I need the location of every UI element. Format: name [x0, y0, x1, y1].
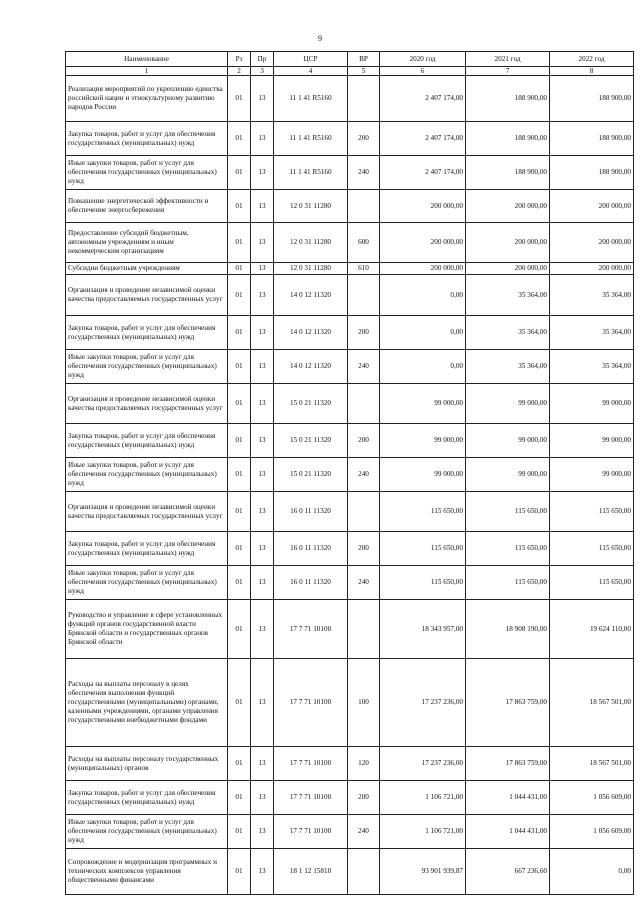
row-pr: 13 — [251, 384, 274, 424]
header-name: Наименование — [66, 52, 228, 67]
row-csr: 12 0 31 11280 — [274, 263, 348, 275]
row-2021: 188 900,00 — [466, 76, 550, 122]
row-csr: 15 0 21 11320 — [274, 458, 348, 492]
row-2020: 1 106 721,00 — [380, 815, 466, 849]
row-vr — [348, 384, 380, 424]
row-csr: 17 7 71 10100 — [274, 600, 348, 659]
row-rz: 01 — [228, 458, 251, 492]
row-csr: 14 0 12 11320 — [274, 350, 348, 384]
column-number: 8 — [550, 67, 634, 76]
row-rz: 01 — [228, 566, 251, 600]
page-number: 9 — [318, 34, 322, 43]
row-2021: 188 900,00 — [466, 122, 550, 156]
row-pr: 13 — [251, 532, 274, 566]
row-2021: 200 000,00 — [466, 190, 550, 223]
table-row — [66, 815, 634, 849]
row-csr: 16 0 11 11320 — [274, 492, 348, 532]
row-rz: 01 — [228, 384, 251, 424]
row-rz: 01 — [228, 263, 251, 275]
row-pr: 13 — [251, 275, 274, 316]
row-pr: 13 — [251, 223, 274, 263]
table-row — [66, 76, 634, 122]
table-row — [66, 458, 634, 492]
row-2021: 35 364,00 — [466, 316, 550, 350]
header-vr: ВР — [348, 52, 380, 67]
budget-table — [65, 51, 634, 895]
row-2022: 18 567 501,00 — [550, 659, 634, 747]
row-vr: 200 — [348, 122, 380, 156]
row-pr: 13 — [251, 849, 274, 895]
row-2020: 0,00 — [380, 275, 466, 316]
row-name: Иные закупки товаров, работ и услуг для обеспечения государственных (муниципальных) нужд — [66, 350, 228, 384]
row-name: Субсидии бюджетным учреждениям — [66, 263, 228, 275]
column-number: 4 — [274, 67, 348, 76]
row-name: Закупка товаров, работ и услуг для обеспечения государственных (муниципальных) нужд — [66, 122, 228, 156]
row-vr: 240 — [348, 458, 380, 492]
header-row — [66, 52, 634, 67]
row-2022: 200 000,00 — [550, 223, 634, 263]
row-rz: 01 — [228, 532, 251, 566]
row-2021: 99 000,00 — [466, 384, 550, 424]
row-vr — [348, 600, 380, 659]
row-rz: 01 — [228, 350, 251, 384]
row-vr — [348, 76, 380, 122]
column-number: 3 — [251, 67, 274, 76]
row-csr: 11 1 41 R5160 — [274, 76, 348, 122]
row-vr: 240 — [348, 350, 380, 384]
row-vr: 610 — [348, 263, 380, 275]
table-row — [66, 263, 634, 275]
row-name: Организация и проведение независимой оценки качества предоставляемых государственных услуг — [66, 275, 228, 316]
row-2021: 99 000,00 — [466, 424, 550, 458]
row-2022: 115 650,00 — [550, 532, 634, 566]
row-2022: 18 567 501,00 — [550, 747, 634, 781]
table-row — [66, 190, 634, 223]
row-pr: 13 — [251, 350, 274, 384]
header-2020: 2020 год — [380, 52, 466, 67]
row-2020: 115 650,00 — [380, 492, 466, 532]
row-2022: 115 650,00 — [550, 566, 634, 600]
row-2022: 0,00 — [550, 849, 634, 895]
row-rz: 01 — [228, 190, 251, 223]
table-row — [66, 350, 634, 384]
row-2021: 188 900,00 — [466, 156, 550, 190]
row-2021: 667 236,60 — [466, 849, 550, 895]
row-rz: 01 — [228, 122, 251, 156]
row-vr: 200 — [348, 424, 380, 458]
row-2022: 99 000,00 — [550, 424, 634, 458]
row-2022: 1 056 609,00 — [550, 815, 634, 849]
row-csr: 14 0 12 11320 — [274, 316, 348, 350]
row-pr: 13 — [251, 76, 274, 122]
row-pr: 13 — [251, 815, 274, 849]
row-2021: 35 364,00 — [466, 350, 550, 384]
row-pr: 13 — [251, 492, 274, 532]
row-2020: 0,00 — [380, 316, 466, 350]
row-name: Закупка товаров, работ и услуг для обеспечения государственных (муниципальных) нужд — [66, 532, 228, 566]
row-name: Расходы на выплаты персоналу государственных (муниципальных) органов — [66, 747, 228, 781]
row-2022: 35 364,00 — [550, 316, 634, 350]
row-2021: 99 000,00 — [466, 458, 550, 492]
row-name: Организация и проведение независимой оценки качества предоставляемых государственных услуг — [66, 384, 228, 424]
row-name: Сопровождение и модернизация программных и технических комплексов управления общественными финансами — [66, 849, 228, 895]
row-name: Закупка товаров, работ и услуг для обеспечения государственных (муниципальных) нужд — [66, 781, 228, 815]
row-2021: 35 364,00 — [466, 275, 550, 316]
row-name: Предоставление субсидий бюджетным, автономным учреждениям и иным некоммерческим организациям — [66, 223, 228, 263]
row-rz: 01 — [228, 316, 251, 350]
row-2021: 1 044 431,00 — [466, 815, 550, 849]
table-row — [66, 566, 634, 600]
row-2020: 2 407 174,00 — [380, 156, 466, 190]
row-rz: 01 — [228, 76, 251, 122]
row-pr: 13 — [251, 659, 274, 747]
row-2020: 93 901 939,87 — [380, 849, 466, 895]
row-rz: 01 — [228, 156, 251, 190]
column-number: 2 — [228, 67, 251, 76]
table-row — [66, 849, 634, 895]
row-2022: 188 900,00 — [550, 122, 634, 156]
row-rz: 01 — [228, 815, 251, 849]
row-2020: 115 650,00 — [380, 532, 466, 566]
row-2022: 99 000,00 — [550, 384, 634, 424]
row-name: Руководство и управление в сфере установленных функций органов государственной власти Брянской области и государственных органов Брянской области — [66, 600, 228, 659]
row-2021: 200 000,00 — [466, 263, 550, 275]
row-name: Реализация мероприятий по укреплению единства российской нации и этнокультурному развитию народов России — [66, 76, 228, 122]
row-name: Иные закупки товаров, работ и услуг для обеспечения государственных (муниципальных) нужд — [66, 815, 228, 849]
row-2020: 99 000,00 — [380, 384, 466, 424]
row-rz: 01 — [228, 659, 251, 747]
column-number: 5 — [348, 67, 380, 76]
row-name: Закупка товаров, работ и услуг для обеспечения государственных (муниципальных) нужд — [66, 424, 228, 458]
row-2021: 17 863 759,00 — [466, 747, 550, 781]
row-pr: 13 — [251, 600, 274, 659]
row-name: Иные закупки товаров, работ и услуг для обеспечения государственных (муниципальных) нужд — [66, 566, 228, 600]
row-2020: 17 237 236,00 — [380, 659, 466, 747]
row-2020: 99 000,00 — [380, 458, 466, 492]
row-pr: 13 — [251, 458, 274, 492]
header-pr: Пр — [251, 52, 274, 67]
row-2021: 1 044 431,00 — [466, 781, 550, 815]
row-2020: 2 407 174,00 — [380, 122, 466, 156]
row-vr: 100 — [348, 659, 380, 747]
table-row — [66, 316, 634, 350]
column-number: 6 — [380, 67, 466, 76]
row-vr — [348, 275, 380, 316]
row-name: Иные закупки товаров, работ и услуг для обеспечения государственных (муниципальных) нужд — [66, 458, 228, 492]
row-2021: 18 908 190,00 — [466, 600, 550, 659]
row-csr: 17 7 71 10100 — [274, 815, 348, 849]
row-csr: 14 0 12 11320 — [274, 275, 348, 316]
row-2020: 200 000,00 — [380, 263, 466, 275]
row-pr: 13 — [251, 263, 274, 275]
row-2022: 35 364,00 — [550, 275, 634, 316]
row-vr: 240 — [348, 156, 380, 190]
row-2020: 1 106 721,00 — [380, 781, 466, 815]
table-row — [66, 492, 634, 532]
row-rz: 01 — [228, 424, 251, 458]
row-2022: 188 900,00 — [550, 156, 634, 190]
row-2021: 115 650,00 — [466, 492, 550, 532]
row-csr: 15 0 21 11320 — [274, 424, 348, 458]
row-csr: 15 0 21 11320 — [274, 384, 348, 424]
row-name: Закупка товаров, работ и услуг для обеспечения государственных (муниципальных) нужд — [66, 316, 228, 350]
row-rz: 01 — [228, 600, 251, 659]
row-csr: 11 1 41 R5160 — [274, 122, 348, 156]
row-pr: 13 — [251, 781, 274, 815]
row-2020: 99 000,00 — [380, 424, 466, 458]
row-vr: 240 — [348, 566, 380, 600]
header-2022: 2022 год — [550, 52, 634, 67]
row-2021: 200 000,00 — [466, 223, 550, 263]
row-csr: 12 0 31 11280 — [274, 223, 348, 263]
row-pr: 13 — [251, 747, 274, 781]
row-csr: 18 1 12 15810 — [274, 849, 348, 895]
row-2022: 35 364,00 — [550, 350, 634, 384]
row-2022: 115 650,00 — [550, 492, 634, 532]
table-row — [66, 275, 634, 316]
row-vr: 240 — [348, 815, 380, 849]
row-name: Повышение энергетической эффективности и обеспечение энергосбережения — [66, 190, 228, 223]
row-2020: 18 343 957,00 — [380, 600, 466, 659]
table-row — [66, 122, 634, 156]
row-csr: 11 1 41 R5160 — [274, 156, 348, 190]
header-rz: Рз — [228, 52, 251, 67]
column-number: 7 — [466, 67, 550, 76]
row-vr: 200 — [348, 532, 380, 566]
row-csr: 17 7 71 10100 — [274, 747, 348, 781]
row-pr: 13 — [251, 122, 274, 156]
row-vr — [348, 492, 380, 532]
row-rz: 01 — [228, 747, 251, 781]
row-csr: 16 0 11 11320 — [274, 566, 348, 600]
row-name: Расходы на выплаты персоналу в целях обеспечения выполнения функций государственными (муниципальными) органами, казенными учреждениями, органами управления государственными внебюджетными фондами — [66, 659, 228, 747]
row-csr: 17 7 71 10100 — [274, 781, 348, 815]
row-2021: 17 863 759,00 — [466, 659, 550, 747]
table-row — [66, 223, 634, 263]
row-rz: 01 — [228, 781, 251, 815]
row-rz: 01 — [228, 275, 251, 316]
row-2020: 0,00 — [380, 350, 466, 384]
row-vr: 120 — [348, 747, 380, 781]
row-name: Иные закупки товаров, работ и услуг для обеспечения государственных (муниципальных) нужд — [66, 156, 228, 190]
row-2022: 188 900,00 — [550, 76, 634, 122]
row-vr — [348, 849, 380, 895]
row-csr: 16 0 11 11320 — [274, 532, 348, 566]
row-pr: 13 — [251, 156, 274, 190]
column-number-row — [66, 67, 634, 76]
row-2021: 115 650,00 — [466, 566, 550, 600]
row-vr: 200 — [348, 781, 380, 815]
row-vr: 600 — [348, 223, 380, 263]
row-2020: 2 407 174,00 — [380, 76, 466, 122]
table-row — [66, 781, 634, 815]
row-vr: 200 — [348, 316, 380, 350]
row-2022: 19 624 110,00 — [550, 600, 634, 659]
row-pr: 13 — [251, 316, 274, 350]
table-row — [66, 156, 634, 190]
row-pr: 13 — [251, 566, 274, 600]
table-row — [66, 384, 634, 424]
row-rz: 01 — [228, 492, 251, 532]
row-2022: 1 056 609,00 — [550, 781, 634, 815]
row-pr: 13 — [251, 190, 274, 223]
header-csr: ЦСР — [274, 52, 348, 67]
row-2020: 200 000,00 — [380, 223, 466, 263]
row-2022: 200 000,00 — [550, 263, 634, 275]
table-row — [66, 659, 634, 747]
header-2021: 2021 год — [466, 52, 550, 67]
table-row — [66, 424, 634, 458]
row-2022: 99 000,00 — [550, 458, 634, 492]
row-rz: 01 — [228, 223, 251, 263]
row-2020: 17 237 236,00 — [380, 747, 466, 781]
table-row — [66, 747, 634, 781]
row-2020: 200 000,00 — [380, 190, 466, 223]
row-name: Организация и проведение независимой оценки качества предоставляемых государственных услуг — [66, 492, 228, 532]
row-csr: 17 7 71 10100 — [274, 659, 348, 747]
row-vr — [348, 190, 380, 223]
table-row — [66, 532, 634, 566]
row-2022: 200 000,00 — [550, 190, 634, 223]
row-csr: 12 0 31 11280 — [274, 190, 348, 223]
column-number: 1 — [66, 67, 228, 76]
table-row — [66, 600, 634, 659]
row-2021: 115 650,00 — [466, 532, 550, 566]
row-pr: 13 — [251, 424, 274, 458]
row-rz: 01 — [228, 849, 251, 895]
row-2020: 115 650,00 — [380, 566, 466, 600]
